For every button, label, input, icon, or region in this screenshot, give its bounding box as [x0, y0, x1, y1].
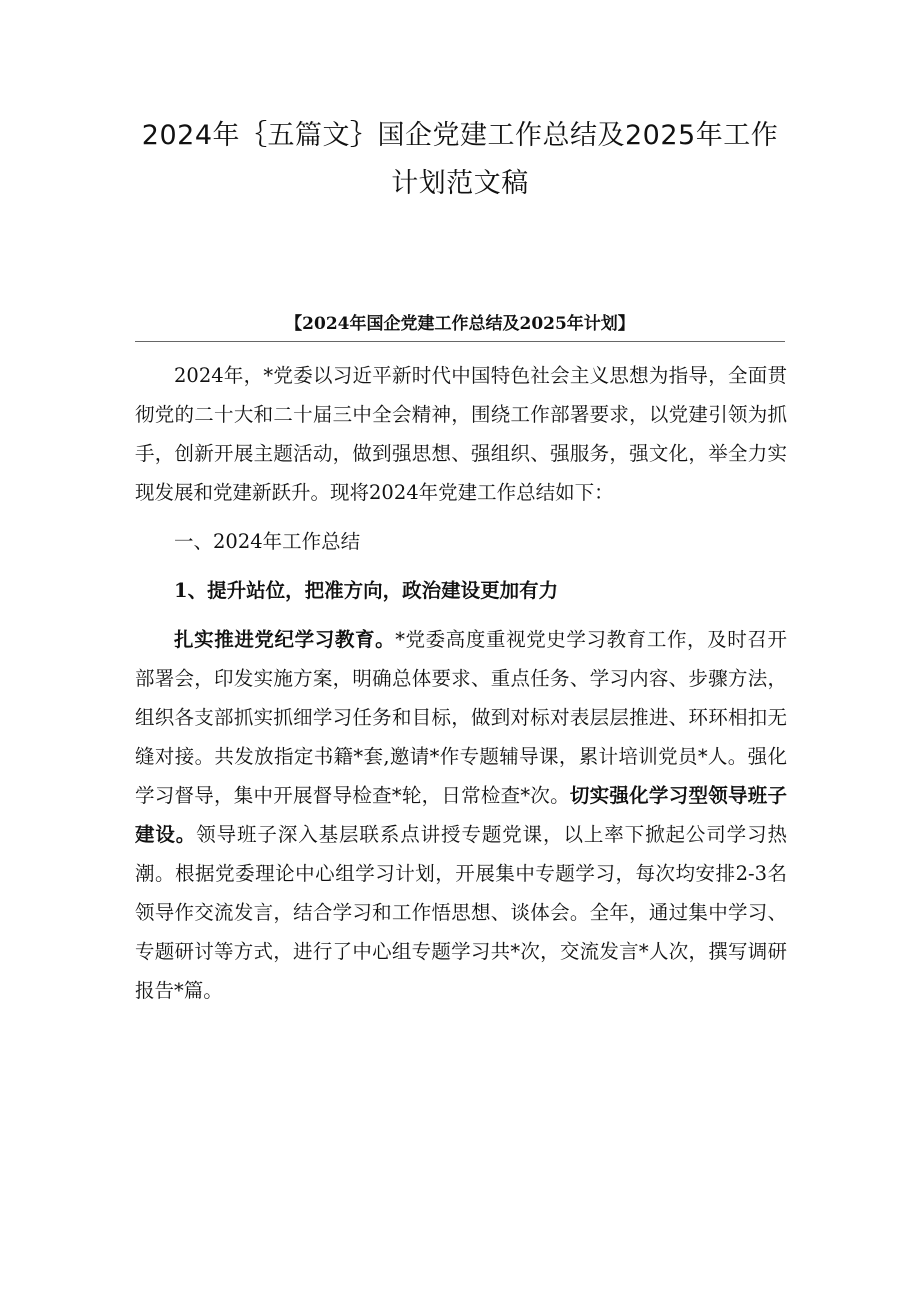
- paragraph-mid-bold: 切实强化学习型领导班子建设。: [135, 784, 787, 846]
- intro-paragraph: 2024年，*党委以习近平新时代中国特色社会主义思想为指导，全面贯彻党的二十大和二十届三中全会精神，围绕工作部署要求，以党建引领为抓手，创新开展主题活动，做到强思想、强组织、强服务，强文化，举全力实现发展和党建新跃升。现将2024年党建工作总结如下：: [135, 364, 787, 504]
- document-subtitle: 【2024年国企党建工作总结及2025年计划】: [285, 314, 635, 334]
- document-body: [135, 356, 787, 1020]
- section-heading: 一、2024年工作总结: [174, 530, 361, 553]
- paragraph-text-2: 领导班子深入基层联系点讲授专题党课，以上率下掀起公司学习热潮。根据党委理论中心组学习计划，开展集中专题学习，每次均安排2-3名领导作交流发言，结合学习和工作悟思想、谈体会。全年，通过集中学习、专题研讨等方式，进行了中心组专题学习共*次，交流发言*人次，撰写调研报告*篇。: [135, 823, 787, 1002]
- document-title-line-1: 2024年｛五篇文｝国企党建工作总结及2025年工作: [141, 120, 779, 151]
- subsection-heading-text: 1、提升站位，把准方向，政治建设更加有力: [174, 579, 559, 602]
- subsection-heading: [135, 571, 787, 610]
- paragraph-text-1: *党委高度重视党史学习教育工作，及时召开部署会，印发实施方案，明确总体要求、重点任务、学习内容、步骤方法，组织各支部抓实抓细学习任务和目标，做到对标对表层层推进、环环相扣无缝对接。共发放指定书籍*套,邀请*作专题辅导课，累计培训党员*人。强化学习督导，集中开展督导检查*轮，日常检查*次。: [135, 628, 787, 807]
- study-education-paragraph: [135, 620, 787, 1010]
- document-title-line-2: 计划范文稿: [391, 168, 529, 199]
- document-title: [80, 112, 840, 208]
- paragraph-lead-bold: 扎实推进党纪学习教育。: [174, 628, 396, 651]
- subtitle-divider: [135, 341, 785, 342]
